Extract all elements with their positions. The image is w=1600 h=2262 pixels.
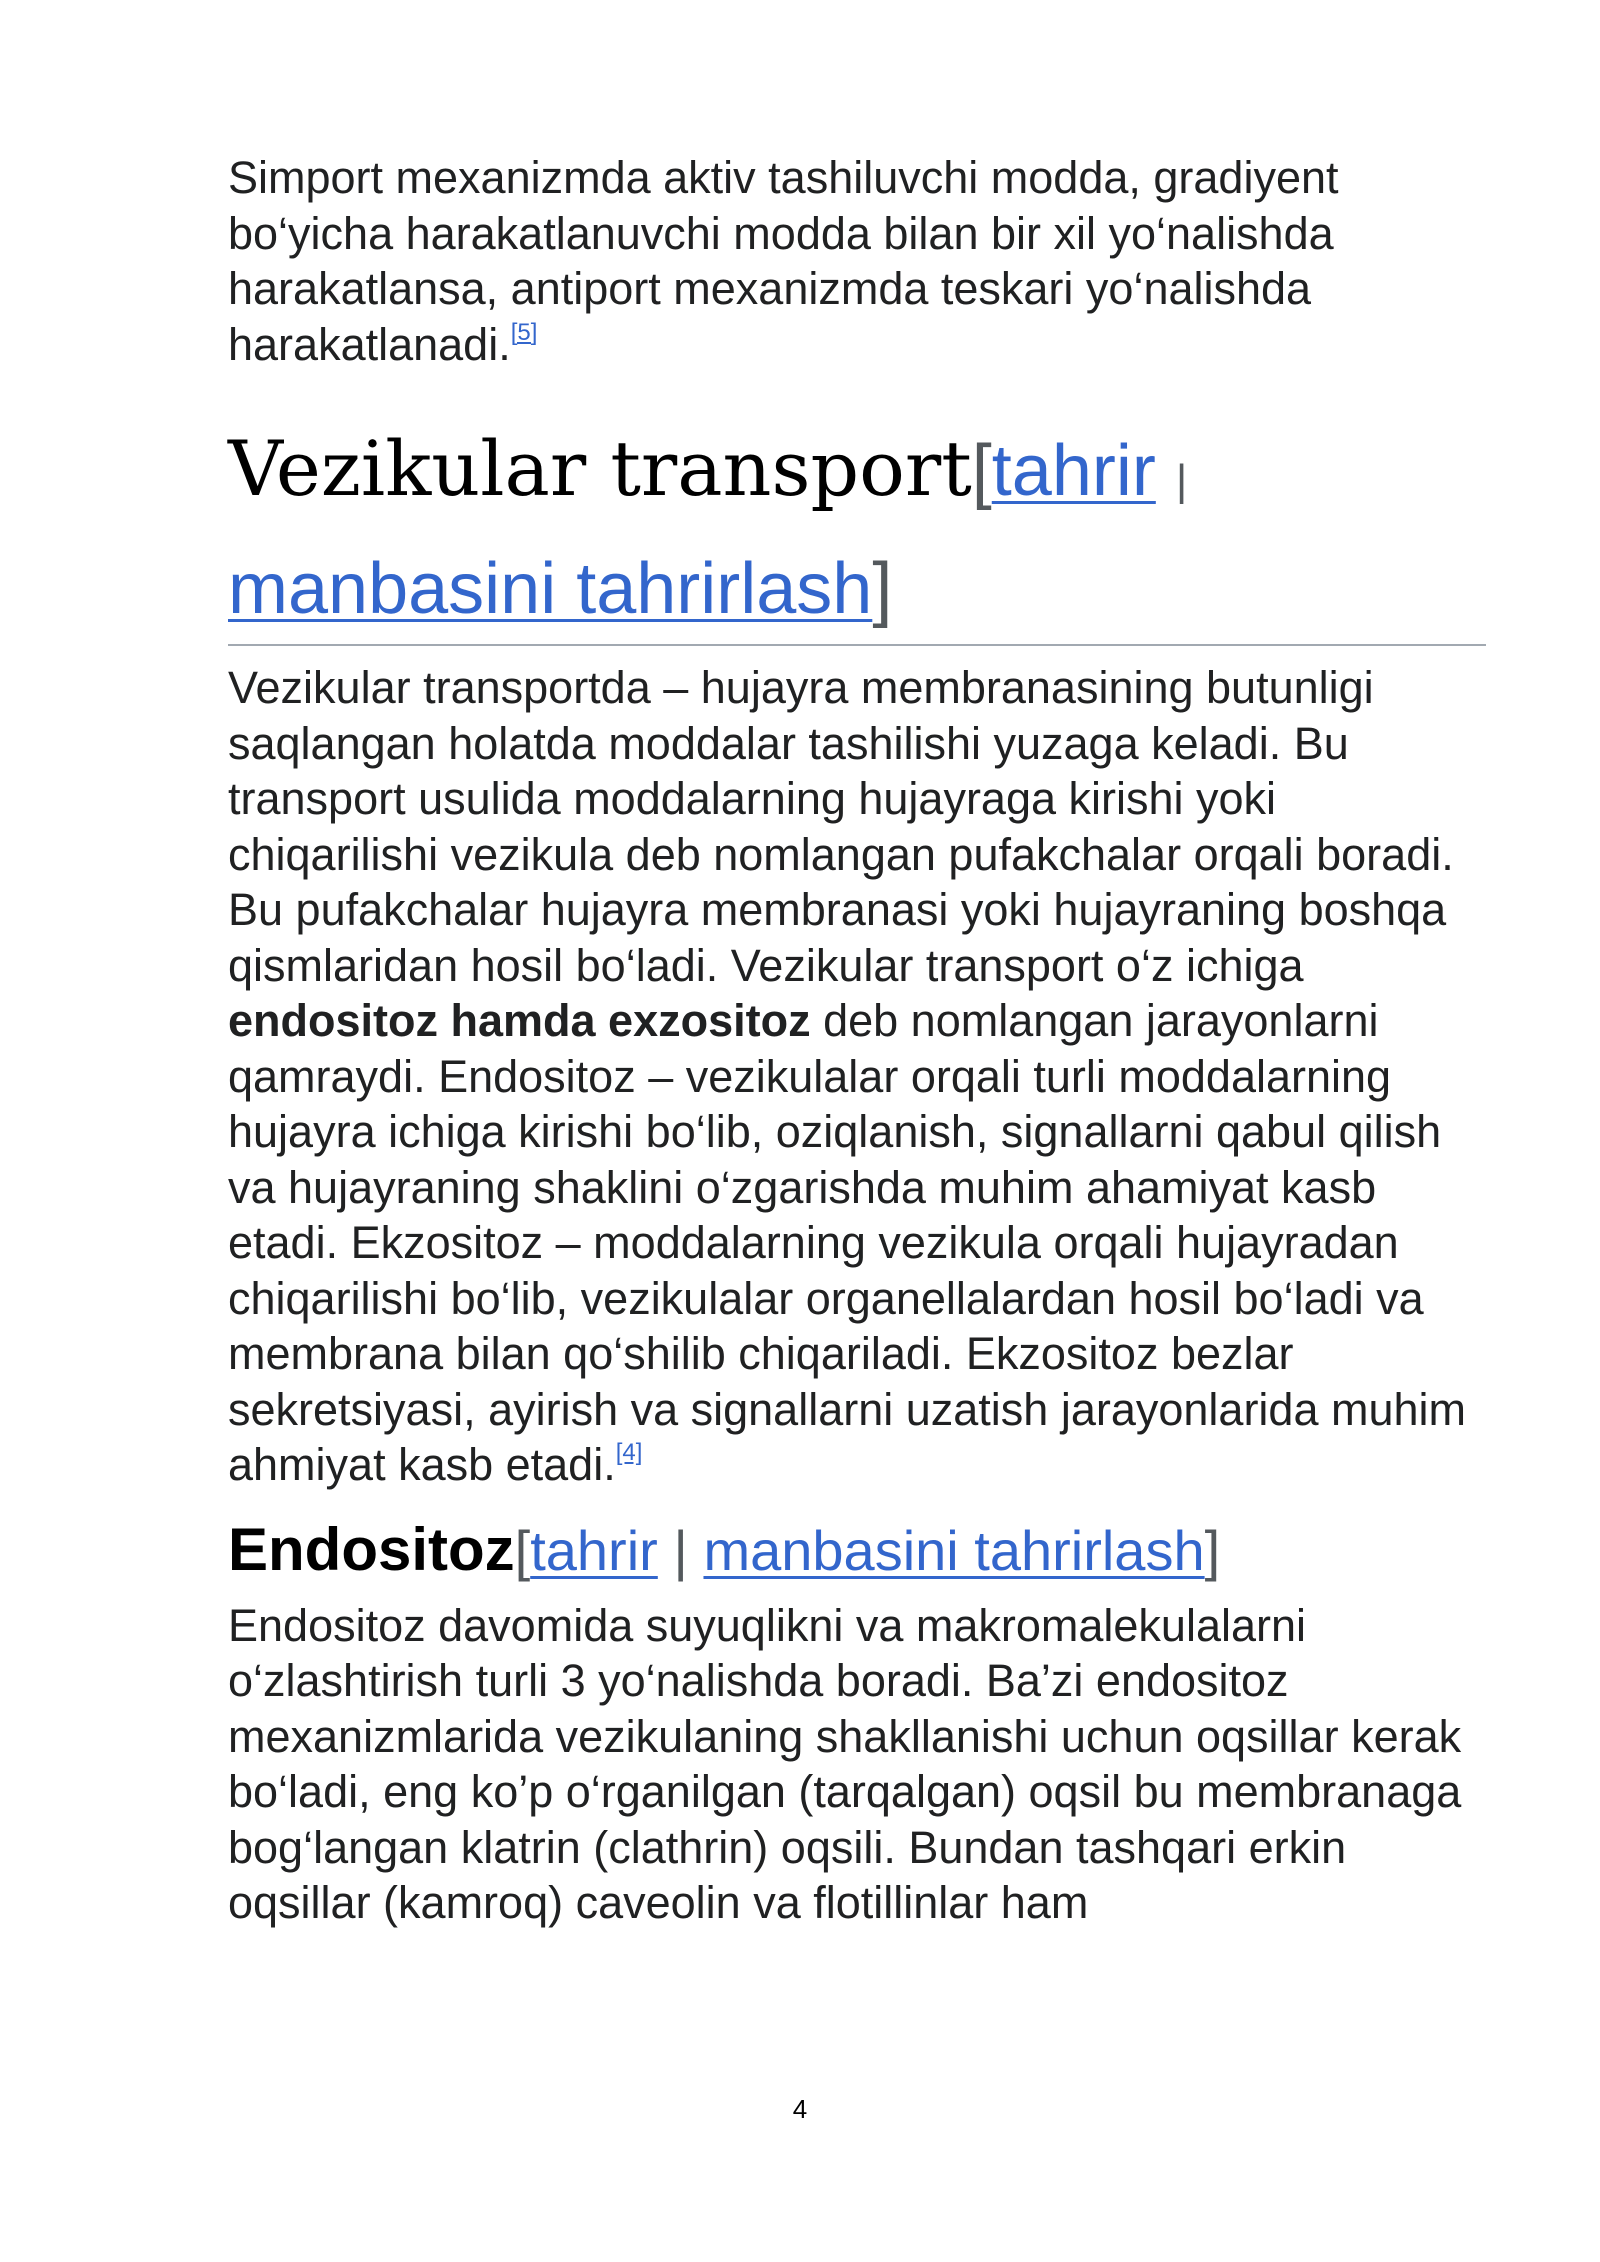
section-title: Vezikular transport [228, 424, 972, 513]
subsection-title: Endositoz [228, 1515, 515, 1583]
edit-separator: | [1175, 456, 1188, 505]
intro-text: Simport mexanizmda aktiv tashiluvchi modda, gradiyent bo‘yicha harakatlanuvchi modda bilan bir xil yo‘nalishda harakatlansa, antiport mexanizmda teskari yo‘nalishda harakatlanadi. [228, 152, 1339, 370]
edit-source-link[interactable]: manbasini tahrirlash [228, 549, 873, 629]
section-divider [228, 644, 1486, 646]
edit-bracket-close: ] [1204, 1518, 1221, 1582]
reference-5-link[interactable]: [5] [510, 318, 538, 346]
edit-bracket-open: [ [514, 1518, 531, 1582]
edit-source-link[interactable]: manbasini tahrirlash [703, 1518, 1205, 1582]
reference-4-link[interactable]: [4] [615, 1439, 643, 1466]
vezikular-text-end: deb nomlangan jarayonlarni qamraydi. Endositoz – vezikulalar orqali turli moddalarning hujayra ichiga kirishi bo‘lib, oziqlanish, signallarni qabul qilish va hujayraning shaklini o‘zgarishda muhim ahamiyat kasb etadi. Ekzositoz – moddalarning vezikula orqali hujayradan chiqarilishi bo‘lib, vezikulalar organellalardan hosil bo‘ladi va membrana bilan qo‘shilib chiqariladi. Ekzositoz bezlar sekretsiyasi, ayirish va signallarni uzatish jarayonlarida muhim ahmiyat kasb etadi. [228, 995, 1467, 1490]
endositoz-text: Endositoz davomida suyuqlikni va makromalekulalarni o‘zlashtirish turli 3 yo‘nalishda boradi. Ba’zi endositoz mexanizmlarida vezikulaning shakllanishi uchun oqsillar kerak bo‘ladi, eng ko’p o‘rganilgan (tarqalgan) oqsil bu membranaga bog‘langan klatrin (clathrin) oqsili. Bundan tashqari erkin oqsillar (kamroq) caveolin va flotillinlar ham [228, 1599, 1462, 1928]
edit-bracket-close: ] [872, 549, 893, 629]
page-number: 4 [792, 2094, 808, 2124]
section-heading-vezikular-transport [228, 416, 1238, 642]
reference-5[interactable] [511, 319, 538, 346]
intro-paragraph [228, 150, 1486, 372]
vezikular-bold-term: endositoz hamda exzositoz [228, 995, 811, 1046]
edit-bracket-open: [ [971, 431, 992, 511]
vezikular-paragraph [228, 660, 1486, 1493]
edit-subsection-links [515, 1519, 1221, 1582]
edit-link[interactable]: tahrir [530, 1518, 658, 1582]
document-page [228, 150, 1486, 1931]
subsection-heading-endositoz [228, 1513, 1486, 1588]
edit-separator: | [673, 1518, 688, 1582]
edit-link[interactable]: tahrir [991, 431, 1156, 511]
reference-4[interactable] [616, 1439, 643, 1466]
vezikular-text-start: Vezikular transportda – hujayra membranasining butunligi saqlangan holatda moddalar tashilishi yuzaga keladi. Bu transport usulida moddalarning hujayraga kirishi yoki chiqarilishi vezikula deb nomlangan pufakchalar orqali boradi. Bu pufakchalar hujayra membranasi yoki hujayraning boshqa qismlaridan hosil bo‘ladi. Vezikular transport o‘z ichiga [228, 662, 1454, 991]
endositoz-paragraph [228, 1598, 1486, 1931]
